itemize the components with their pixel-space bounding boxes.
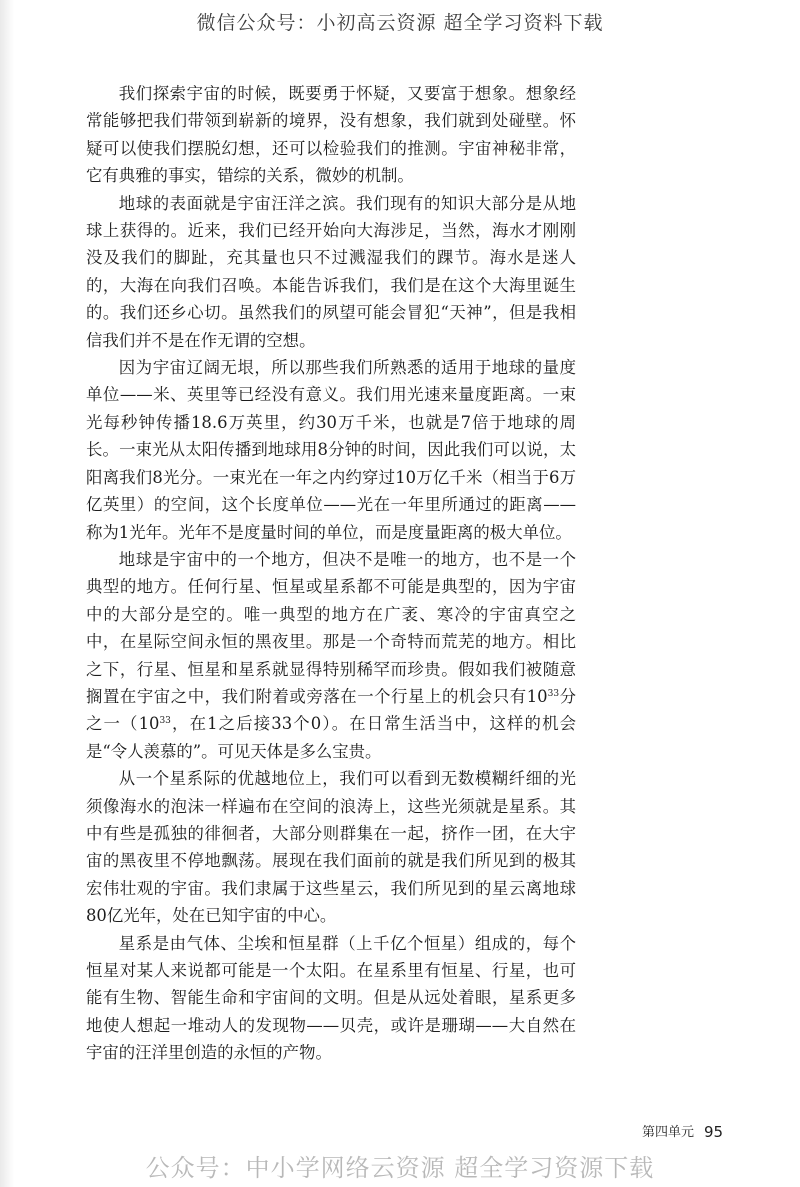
article-body: [86, 80, 576, 1067]
paragraph-4-part-3: ，在1之后接33个0）。在日常生活当中，这样的机会是“令人羡慕的”。可见天体是多么宝贵。: [86, 714, 576, 761]
exponent-2: 33: [159, 716, 171, 727]
page-number: 95: [704, 1123, 724, 1141]
paragraph-5: 从一个星系际的优越地位上，我们可以看到无数模糊纤细的光须像海水的泡沫一样遍布在空间的浪涛上，这些光须就是星系。其中有些是孤独的徘徊者，大部分则群集在一起，挤作一团，在大宇宙的黑夜里不停地飘荡。展现在我们面前的就是我们所见到的极其宏伟壮观的宇宙。我们隶属于这些星云，我们所见到的星云离地球80亿光年，处在已知宇宙的中心。: [86, 769, 576, 926]
unit-label: 第四单元: [642, 1125, 695, 1140]
footer-watermark: 公众号：中小学网络云资源 超全学习资源下载: [145, 1154, 655, 1182]
paragraph-3: 因为宇宙辽阔无垠，所以那些我们所熟悉的适用于地球的量度单位——米、英里等已经没有意义。我们用光速来量度距离。一束光每秒钟传播18.6万英里，约30万千米，也就是7倍于地球的周长。一束光从太阳传播到地球用8分钟的时间，因此我们可以说，太阳离我们8光分。一束光在一年之内约穿过10万亿千米（相当于6万亿英里）的空间，这个长度单位——光在一年里所通过的距离——称为1光年。光年不是度量时间的单位，而是度量距离的极大单位。: [86, 358, 576, 542]
paragraph-4-part-1: 地球是宇宙中的一个地方，但决不是唯一的地方，也不是一个典型的地方。任何行星、恒星或星系都不可能是典型的，因为宇宙中的大部分是空的。唯一典型的地方在广袤、寒冷的宇宙真空之中，在星际空间永恒的黑夜里。那是一个奇特而荒芜的地方。相比之下，行星、恒星和星系就显得特别稀罕而珍贵。假如我们被随意搁置在宇宙之中，我们附着或旁落在一个行星上的机会只有10: [86, 549, 576, 706]
page-footer: [642, 1121, 723, 1141]
exponent-1: 33: [547, 688, 560, 699]
page-edge-shadow: [0, 0, 14, 1187]
paragraph-2: 地球的表面就是宇宙汪洋之滨。我们现有的知识大部分是从地球上获得的。近来，我们已经开始向大海涉足，当然，海水才刚刚没及我们的脚趾，充其量也只不过溅湿我们的踝节。海水是迷人的，大海在向我们召唤。本能告诉我们，我们是在这个大海里诞生的。我们还乡心切。虽然我们的夙望可能会冒犯“天神”，但是我相信我们并不是在作无谓的空想。: [86, 193, 576, 350]
paragraph-4-part-2: 分之一（10: [86, 686, 576, 734]
header-watermark: 微信公众号：小初高云资源 超全学习资料下载: [196, 12, 604, 34]
paragraph-1: 我们探索宇宙的时候，既要勇于怀疑，又要富于想象。想象经常能够把我们带领到崭新的境界，没有想象，我们就到处碰壁。怀疑可以使我们摆脱幻想，还可以检验我们的推测。宇宙神秘非常，它有典雅的事实，错综的关系，微妙的机制。: [86, 84, 576, 186]
paragraph-4: [86, 546, 576, 765]
paragraph-6: 星系是由气体、尘埃和恒星群（上千亿个恒星）组成的，每个恒星对某人来说都可能是一个太阳。在星系里有恒星、行星，也可能有生物、智能生命和宇宙间的文明。但是从远处着眼，星系更多地使人想起一堆动人的发现物——贝壳，或许是珊瑚——大自然在宇宙的汪洋里创造的永恒的产物。: [86, 933, 576, 1063]
